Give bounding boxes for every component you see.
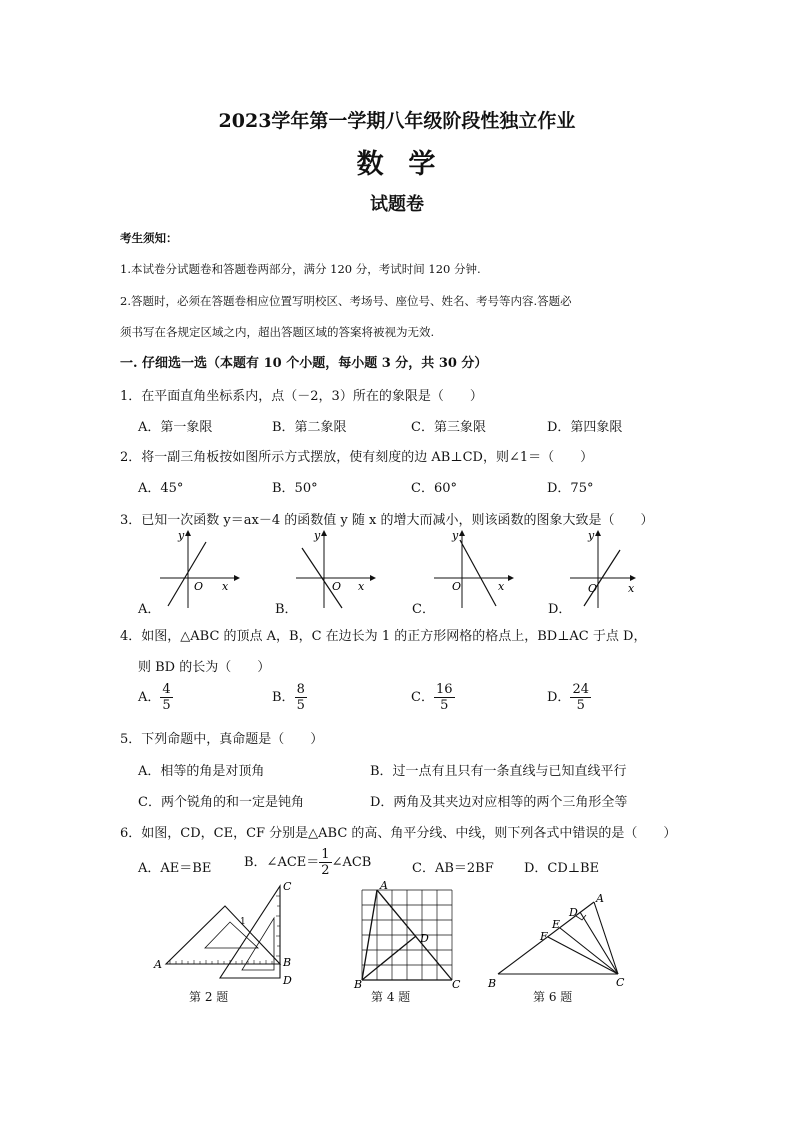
q1-option-c: C．第三象限	[411, 420, 486, 435]
svg-text:O: O	[194, 580, 204, 593]
paper-title: 试题卷	[370, 194, 424, 215]
svg-text:B: B	[488, 977, 497, 990]
svg-text:x: x	[628, 582, 635, 595]
svg-text:C: C	[283, 880, 292, 893]
q5-option-a: A．相等的角是对顶角	[138, 764, 265, 779]
svg-text:D: D	[420, 932, 429, 945]
svg-text:B: B	[354, 978, 363, 988]
q4-option-c: C． $\frac{16}{5}$	[411, 682, 453, 713]
q5-option-d: D．两角及其夹边对应相等的两个三角形全等	[370, 795, 628, 810]
svg-text:C: C	[452, 978, 461, 988]
q2-option-d: D．75°	[547, 481, 594, 496]
svg-text:F: F	[540, 930, 548, 943]
q4-option-b: B． $\frac{8}{5}$	[272, 682, 305, 713]
q3-option-d: D．	[548, 602, 572, 617]
fig6-triangle	[498, 902, 618, 974]
q2-stem: 2．将一副三角板按如图所示方式摆放，使有刻度的边 AB⊥CD，则∠1＝（ ）	[120, 450, 594, 465]
q6-option-b: B．∠ACE＝ $\frac{1}{2}$ ∠ACB	[244, 847, 372, 878]
q3-graph-c	[434, 530, 514, 610]
fig2-cd-ticks	[276, 896, 280, 956]
svg-text:A: A	[380, 880, 388, 892]
notice-heading: 考生须知：	[120, 231, 178, 245]
fig4-grid-figure	[352, 880, 462, 988]
svg-text:B: B	[283, 956, 292, 969]
svg-text:O: O	[452, 580, 462, 593]
q6-option-c: C．AB＝2BF	[412, 861, 494, 876]
exam-title: 2023学年第一学期八年级阶段性独立作业	[218, 110, 576, 132]
q3-option-c: C．	[412, 602, 435, 617]
svg-text:D: D	[569, 906, 578, 919]
svg-text:x: x	[498, 580, 505, 593]
subject-title: 数 学	[356, 149, 438, 180]
svg-text:1: 1	[240, 917, 246, 927]
svg-text:x: x	[358, 580, 365, 593]
q3-option-b: B．	[275, 602, 298, 617]
q2-option-a: A．45°	[138, 481, 184, 496]
fig2-ruler-ticks	[170, 960, 272, 964]
q4-option-a: A． $\frac{4}{5}$	[138, 682, 171, 713]
q6-option-d: D．CD⊥BE	[524, 861, 600, 876]
svg-text:D: D	[283, 974, 292, 986]
q2-option-c: C．60°	[411, 481, 457, 496]
svg-text:x: x	[222, 580, 229, 593]
svg-text:A: A	[596, 892, 604, 905]
fig2-caption: 第 2 题	[189, 990, 229, 1004]
svg-text:y: y	[588, 530, 595, 542]
fig4-grid	[362, 890, 452, 980]
svg-text:C: C	[616, 976, 625, 989]
q5-option-c: C．两个锐角的和一定是钝角	[138, 795, 304, 810]
section-heading: 一. 仔细选一选（本题有 10 个小题，每小题 3 分，共 30 分）	[120, 356, 488, 371]
notice-item-2b: 须书写在各规定区域之内，超出答题区域的答案将被视为无效.	[120, 325, 435, 339]
q1-option-a: A．第一象限	[138, 420, 213, 435]
q3-option-a: A．	[138, 602, 161, 617]
svg-text:A: A	[154, 958, 162, 971]
svg-text:O: O	[588, 582, 598, 595]
q6-option-a: A．AE＝BE	[138, 861, 212, 876]
q2-option-b: B．50°	[272, 481, 318, 496]
q3-graph-b	[296, 530, 376, 610]
notice-item-1: 1.本试卷分试题卷和答题卷两部分，满分 120 分，考试时间 120 分钟.	[120, 262, 481, 276]
fig6-triangle-figure	[486, 890, 636, 990]
notice-item-2a: 2.答题时，必须在答题卷相应位置写明校区、考场号、座位号、姓名、考号等内容.答题必	[120, 294, 572, 308]
fig2-set-squares	[150, 876, 300, 986]
fig4-caption: 第 4 题	[371, 990, 411, 1004]
q1-option-d: D．第四象限	[547, 420, 623, 435]
q1-stem: 1．在平面直角坐标系内，点（－2，3）所在的象限是（ ）	[120, 389, 483, 404]
fig6-caption: 第 6 题	[533, 990, 573, 1004]
svg-text:y: y	[452, 530, 459, 542]
q4-stem-2: 则 BD 的长为（ ）	[138, 660, 271, 675]
q1-option-b: B．第二象限	[272, 420, 347, 435]
svg-text:O: O	[332, 580, 342, 593]
q3-stem: 3．已知一次函数 y＝ax－4 的函数值 y 随 x 的增大而减小，则该函数的图象大致是（ ）	[120, 513, 654, 528]
svg-text:E: E	[552, 918, 561, 931]
q4-stem-1: 4．如图，△ABC 的顶点 A，B，C 在边长为 1 的正方形网格的格点上，BD⊥AC 于点 D，	[120, 629, 647, 644]
q3-graph-a	[160, 530, 240, 610]
q5-option-b: B．过一点有且只有一条直线与已知直线平行	[370, 764, 627, 779]
q4-option-d: D． $\frac{24}{5}$	[547, 682, 589, 713]
q3-graph-d	[570, 530, 650, 610]
svg-text:y: y	[178, 530, 185, 542]
svg-text:y: y	[314, 530, 321, 542]
q6-stem: 6．如图，CD，CE，CF 分别是△ABC 的高、角平分线、中线，则下列各式中错误的是（ ）	[120, 826, 677, 841]
q5-stem: 5．下列命题中，真命题是（ ）	[120, 732, 324, 747]
